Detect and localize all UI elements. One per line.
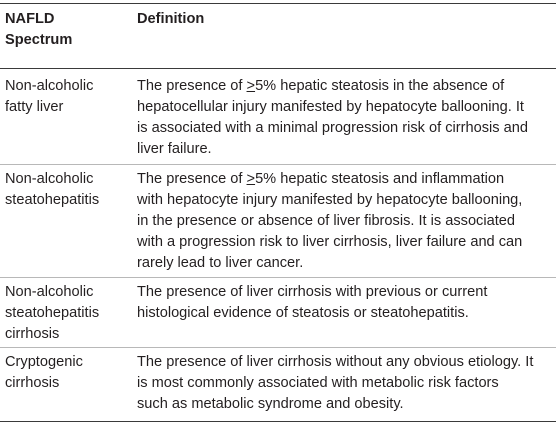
row-4-def-rest: The presence of liver cirrhosis without any obvious etiology. It is most commonly associated with metabolic risk factors such as metabolic syndrome and obesity. [137, 354, 534, 412]
row-2-definition [137, 169, 552, 274]
header-rule [0, 68, 556, 69]
row-2-def-symbol: > [246, 171, 256, 187]
row-divider [0, 164, 556, 165]
row-4-definition [137, 352, 552, 415]
row-1-def-symbol: > [246, 78, 256, 94]
row-divider [0, 277, 556, 278]
row-1-definition [137, 76, 552, 160]
row-2-def-prefix: The presence of [137, 171, 247, 187]
row-2-def-rest: 5% hepatic steatosis and inflammation with hepatocyte injury manifested by hepatocyte ballooning, in the presence or absence of liver fibrosis. It is associated with a progression risk to liver cirrhosis, liver failure and can rarely lead to liver cancer. [137, 171, 523, 271]
row-3-term: Non-alcoholic steatohepatitis cirrhosis [5, 284, 100, 342]
table-bottom-rule [0, 421, 556, 422]
row-2-term: Non-alcoholic steatohepatitis [5, 171, 100, 208]
row-3-def-rest: The presence of liver cirrhosis with previous or current histological evidence of steatosis or steatohepatitis. [137, 284, 488, 321]
table-top-rule [0, 3, 556, 4]
row-1-def-prefix: The presence of [137, 78, 247, 94]
row-1-term: Non-alcoholic fatty liver [5, 78, 94, 115]
header-definition: Definition [137, 11, 205, 27]
row-divider [0, 347, 556, 348]
header-nafld-spectrum: NAFLD Spectrum [5, 11, 73, 48]
row-3-definition [137, 282, 552, 324]
row-4-term: Cryptogenic cirrhosis [5, 354, 83, 391]
row-1-def-rest: 5% hepatic steatosis in the absence of hepatocellular injury manifested by hepatocyte ballooning. It is associated with a minimal progression risk of cirrhosis and liver failure. [137, 78, 528, 157]
